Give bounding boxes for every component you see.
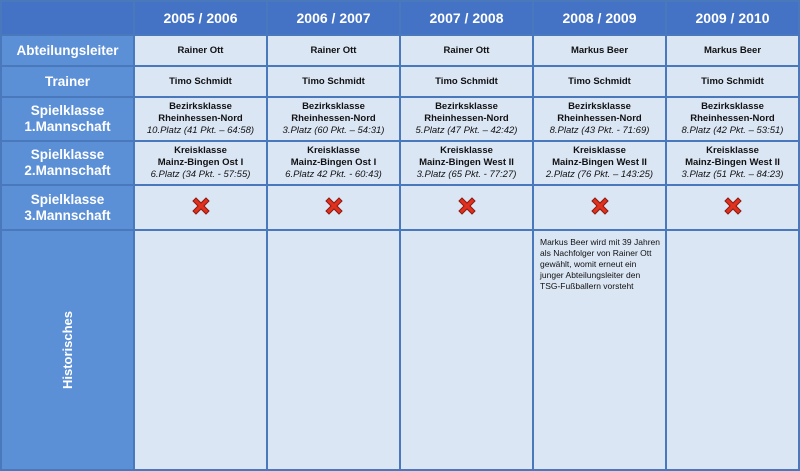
league-name: Bezirksklasse <box>302 101 365 112</box>
abteilungsleiter-row <box>2 36 798 65</box>
league-result: 6.Platz (34 Pkt. - 57:55) <box>150 169 251 180</box>
abteilungsleiter-value: Rainer Ott <box>443 44 490 56</box>
team1-row <box>2 98 798 140</box>
trainer-value: Timo Schmidt <box>302 75 365 87</box>
team2-cell <box>401 142 532 184</box>
league-name: Bezirksklasse <box>701 101 764 112</box>
league-name: Bezirksklasse <box>435 101 498 112</box>
historisches-note <box>135 231 266 237</box>
team2-cell <box>667 142 798 184</box>
league-result: 8.Platz (42 Pkt. – 53:51) <box>681 125 784 136</box>
red-cross-icon <box>323 195 345 217</box>
league-region: Rheinhessen-Nord <box>158 113 243 124</box>
trainer-value: Timo Schmidt <box>435 75 498 87</box>
year-header: 2006 / 2007 <box>268 2 399 34</box>
row-label-abteilungsleiter: Abteilungsleiter <box>2 36 133 65</box>
row-label-line1: Spielklasse <box>30 191 105 207</box>
abteilungsleiter-value: Markus Beer <box>703 44 762 56</box>
team2-cell <box>534 142 665 184</box>
row-label-line2: 3.Mannschaft <box>24 207 111 223</box>
year-header: 2009 / 2010 <box>667 2 798 34</box>
team3-row <box>2 186 798 229</box>
league-name: Kreisklasse <box>706 145 759 156</box>
team2-cell <box>268 142 399 184</box>
league-region: Rheinhessen-Nord <box>690 113 775 124</box>
row-label-team2 <box>2 142 133 184</box>
red-cross-icon <box>456 195 478 217</box>
team1-cell <box>268 98 399 140</box>
league-result: 6.Platz 42 Pkt. - 60:43) <box>285 169 382 180</box>
historisches-note <box>667 231 798 237</box>
historisches-row <box>2 231 798 469</box>
red-cross-icon <box>722 195 744 217</box>
league-region: Rheinhessen-Nord <box>291 113 376 124</box>
league-region: Mainz-Bingen Ost I <box>290 157 377 168</box>
league-name: Kreisklasse <box>307 145 360 156</box>
row-label-historisches-cell <box>2 231 133 469</box>
league-result: 3.Platz (65 Pkt. - 77:27) <box>416 169 517 180</box>
year-header: 2008 / 2009 <box>534 2 665 34</box>
trainer-value: Timo Schmidt <box>169 75 232 87</box>
team1-cell <box>667 98 798 140</box>
league-name: Bezirksklasse <box>169 101 232 112</box>
league-result: 10.Platz (41 Pkt. – 64:58) <box>146 125 255 136</box>
league-result: 2.Platz (76 Pkt. – 143:25) <box>545 169 654 180</box>
trainer-row <box>2 67 798 96</box>
team1-cell <box>534 98 665 140</box>
corner-cell <box>2 2 133 34</box>
league-result: 8.Platz (43 Pkt. - 71:69) <box>549 125 650 136</box>
league-region: Rheinhessen-Nord <box>557 113 642 124</box>
red-cross-icon <box>190 195 212 217</box>
row-label-line1: Spielklasse <box>30 147 105 162</box>
row-label-team1 <box>2 98 133 140</box>
abteilungsleiter-value: Markus Beer <box>570 44 629 56</box>
trainer-value: Timo Schmidt <box>701 75 764 87</box>
league-name: Kreisklasse <box>440 145 493 156</box>
row-label-team3 <box>2 186 133 229</box>
league-name: Bezirksklasse <box>568 101 631 112</box>
row-label-line2: 1.Mannschaft <box>24 119 111 134</box>
year-header: 2005 / 2006 <box>135 2 266 34</box>
row-label-historisches: Historisches <box>59 310 75 390</box>
row-label-trainer: Trainer <box>2 67 133 96</box>
league-region: Mainz-Bingen West II <box>419 157 514 168</box>
row-label-line2: 2.Mannschaft <box>24 163 111 178</box>
team1-cell <box>401 98 532 140</box>
historisches-note: Markus Beer wird mit 39 Jahren als Nachfolger von Rainer Ott gewählt, womit erneut ein junger Abteilungsleiter den TSG-Fußballern vorsteht <box>540 237 660 291</box>
team1-cell <box>135 98 266 140</box>
row-label-line1: Spielklasse <box>30 103 105 118</box>
league-name: Kreisklasse <box>573 145 626 156</box>
league-region: Mainz-Bingen West II <box>685 157 780 168</box>
abteilungsleiter-value: Rainer Ott <box>310 44 357 56</box>
year-header: 2007 / 2008 <box>401 2 532 34</box>
team2-cell <box>135 142 266 184</box>
league-region: Rheinhessen-Nord <box>424 113 509 124</box>
abteilungsleiter-value: Rainer Ott <box>177 44 224 56</box>
league-result: 5.Platz (47 Pkt. – 42:42) <box>415 125 518 136</box>
historisches-note <box>401 231 532 237</box>
red-cross-icon <box>589 195 611 217</box>
team2-row <box>2 142 798 184</box>
league-name: Kreisklasse <box>174 145 227 156</box>
trainer-value: Timo Schmidt <box>568 75 631 87</box>
header-row <box>2 2 798 34</box>
historisches-note <box>268 231 399 237</box>
league-region: Mainz-Bingen West II <box>552 157 647 168</box>
league-result: 3.Platz (60 Pkt. – 54:31) <box>282 125 385 136</box>
league-region: Mainz-Bingen Ost I <box>157 157 244 168</box>
league-result: 3.Platz (51 Pkt. – 84:23) <box>681 169 784 180</box>
